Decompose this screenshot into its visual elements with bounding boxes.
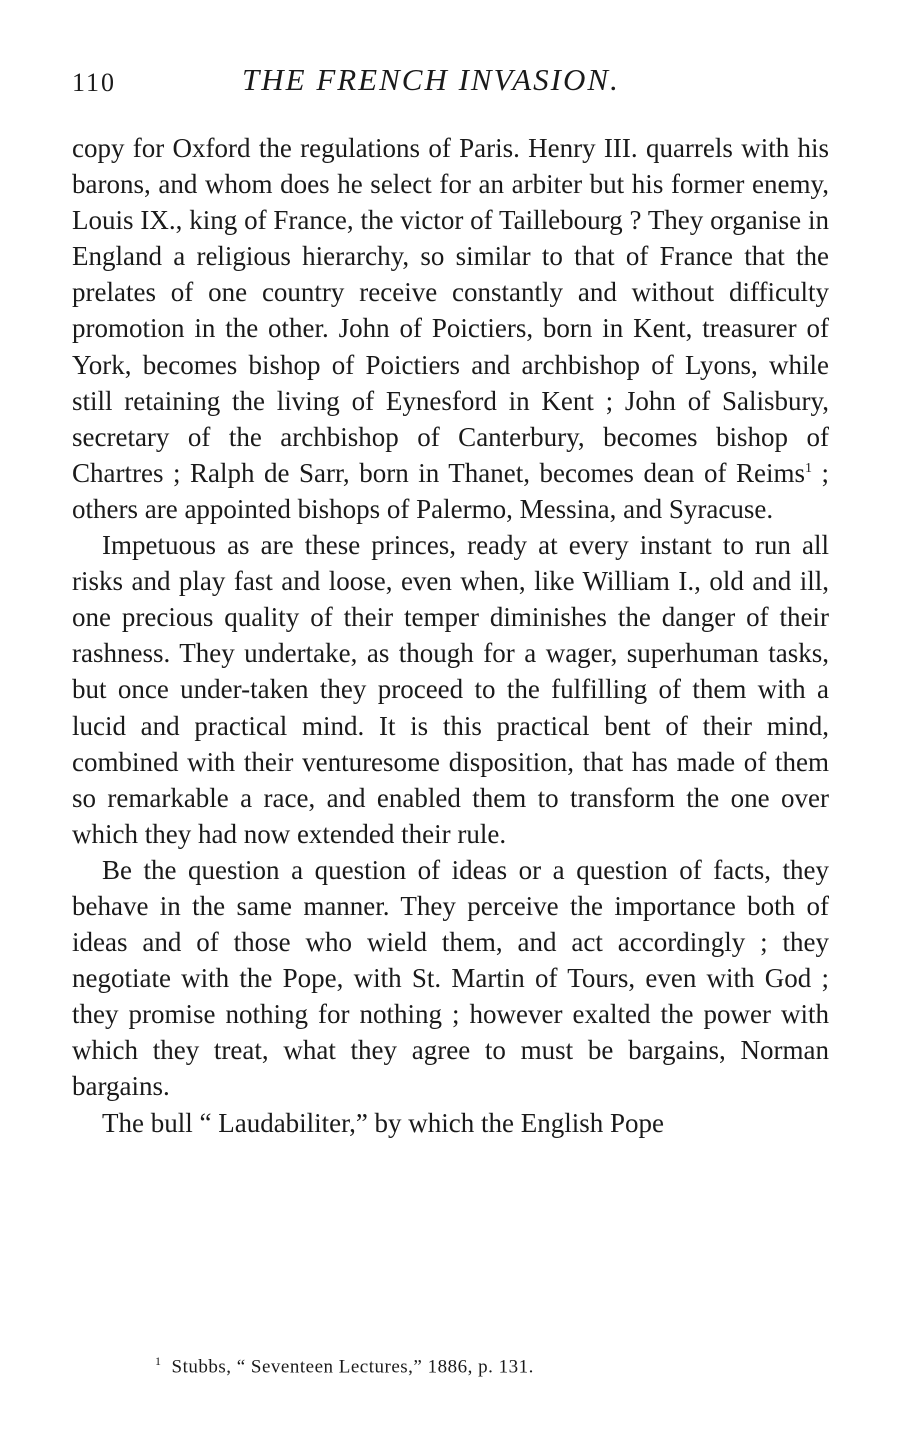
paragraph-1-text-continued: ; others are appointed bishops of Palermo, Messina, and Syracuse. <box>72 457 829 524</box>
paragraph-3: Be the question a question of ideas or a question of facts, they behave in the same manner. They perceive the importance both of ideas and of those who wield them, and act accordingly ; they negotiate with the Pope, with St. Martin of Tours, even with God ; they promise nothing for nothing ; however exalted the power with which they treat, what they agree to must be bargains, Norman bargains. <box>72 854 829 1102</box>
paragraph-1-text: copy for Oxford the regulations of Paris. Henry III. quarrels with his barons, and whom does he select for an arbiter but his former enemy, Louis IX., king of France, the victor of Taillebourg ? They organise in England a religious hierarchy, so similar to that of France that the prelates of one country receive constantly and without difficulty promotion in the other. John of Poictiers, born in Kent, treasurer of York, becomes bishop of Poictiers and archbishop of Lyons, while still retaining the living of Eynesford in Kent ; John of Salisbury, secretary of the archbishop of Canterbury, becomes bishop of Chartres ; Ralph de Sarr, born in Thanet, becomes dean of Reims <box>72 133 829 488</box>
book-page <box>72 60 829 1141</box>
page-number: 110 <box>72 68 117 97</box>
paragraph-2: Impetuous as are these princes, ready at every instant to run all risks and play fast and loose, even when, like William I., old and ill, one precious quality of their temper diminishes the danger of their rashness. They undertake, as though for a wager, superhuman tasks, but once under-taken they proceed to the fulfilling of them with a lucid and practical mind. It is this practical bent of their mind, combined with their venturesome disposition, that has made of them so remarkable a race, and enabled them to transform the one over which they had now extended their rule. <box>72 530 829 849</box>
footnote-text: Stubbs, “ Seventeen Lectures,” 1886, p. 131. <box>171 1356 534 1378</box>
paragraph-4: The bull “ Laudabiliter,” by which the English Pope <box>102 1107 665 1138</box>
footnote <box>155 1354 534 1378</box>
footnote-mark: 1 <box>155 1354 162 1368</box>
running-head <box>72 60 829 108</box>
body-text <box>72 130 829 1141</box>
paragraph-1 <box>72 130 829 527</box>
footnote-reference: 1 <box>804 460 812 476</box>
running-title: THE FRENCH INVASION. <box>242 62 620 97</box>
